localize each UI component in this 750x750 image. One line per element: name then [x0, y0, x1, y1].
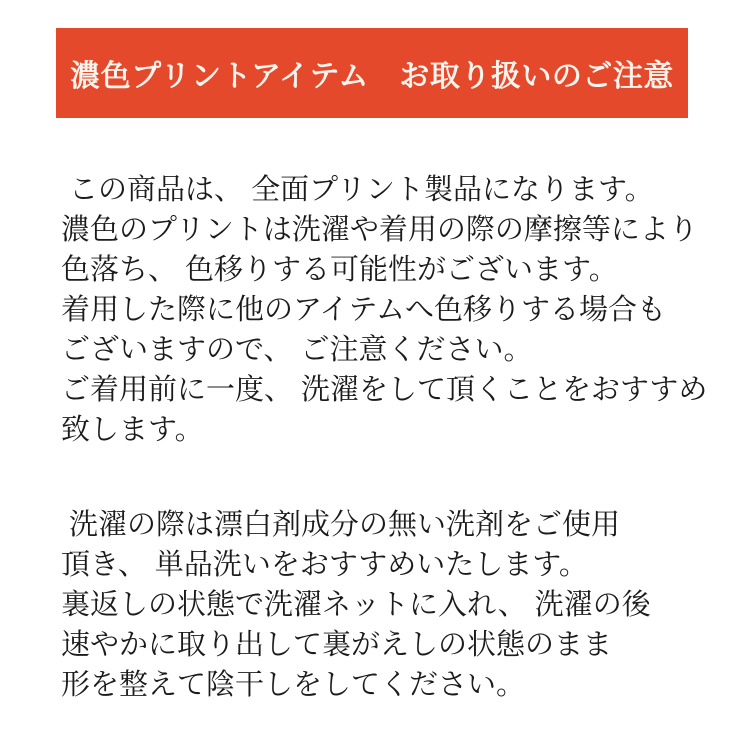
notice-banner-title: 濃色プリントアイテム お取り扱いのご注意	[70, 60, 674, 93]
notice-line: 洗濯の際は漂白剤成分の無い洗剤をご使用	[61, 509, 621, 541]
notice-banner	[56, 28, 688, 118]
notice-line: 頂き、 単品洗いをおすすめいたします。	[61, 549, 588, 581]
notice-line: 形を整えて陰干しをしてください。	[61, 669, 526, 701]
notice-body	[61, 170, 721, 705]
notice-line: ございますので、 ご注意ください。	[61, 334, 533, 366]
paragraph-print-caution	[61, 170, 721, 450]
paragraph-wash-instructions	[61, 505, 721, 705]
notice-line: 速やかに取り出して裏がえしの状態のまま	[61, 629, 613, 661]
notice-line: 致します。	[61, 414, 204, 446]
notice-line: ご着用前に一度、 洗濯をして頂くことをおすすめ	[61, 374, 708, 406]
notice-line: 濃色のプリントは洗濯や着用の際の摩擦等により	[61, 214, 698, 246]
notice-line: 裏返しの状態で洗濯ネットに入れ、 洗濯の後	[61, 589, 651, 621]
notice-line: 着用した際に他のアイテムへ色移りする場合も	[61, 294, 666, 326]
notice-line: 色落ち、 色移りする可能性がございます。	[61, 254, 618, 286]
notice-line: この商品は、 全面プリント製品になります。	[61, 174, 654, 206]
